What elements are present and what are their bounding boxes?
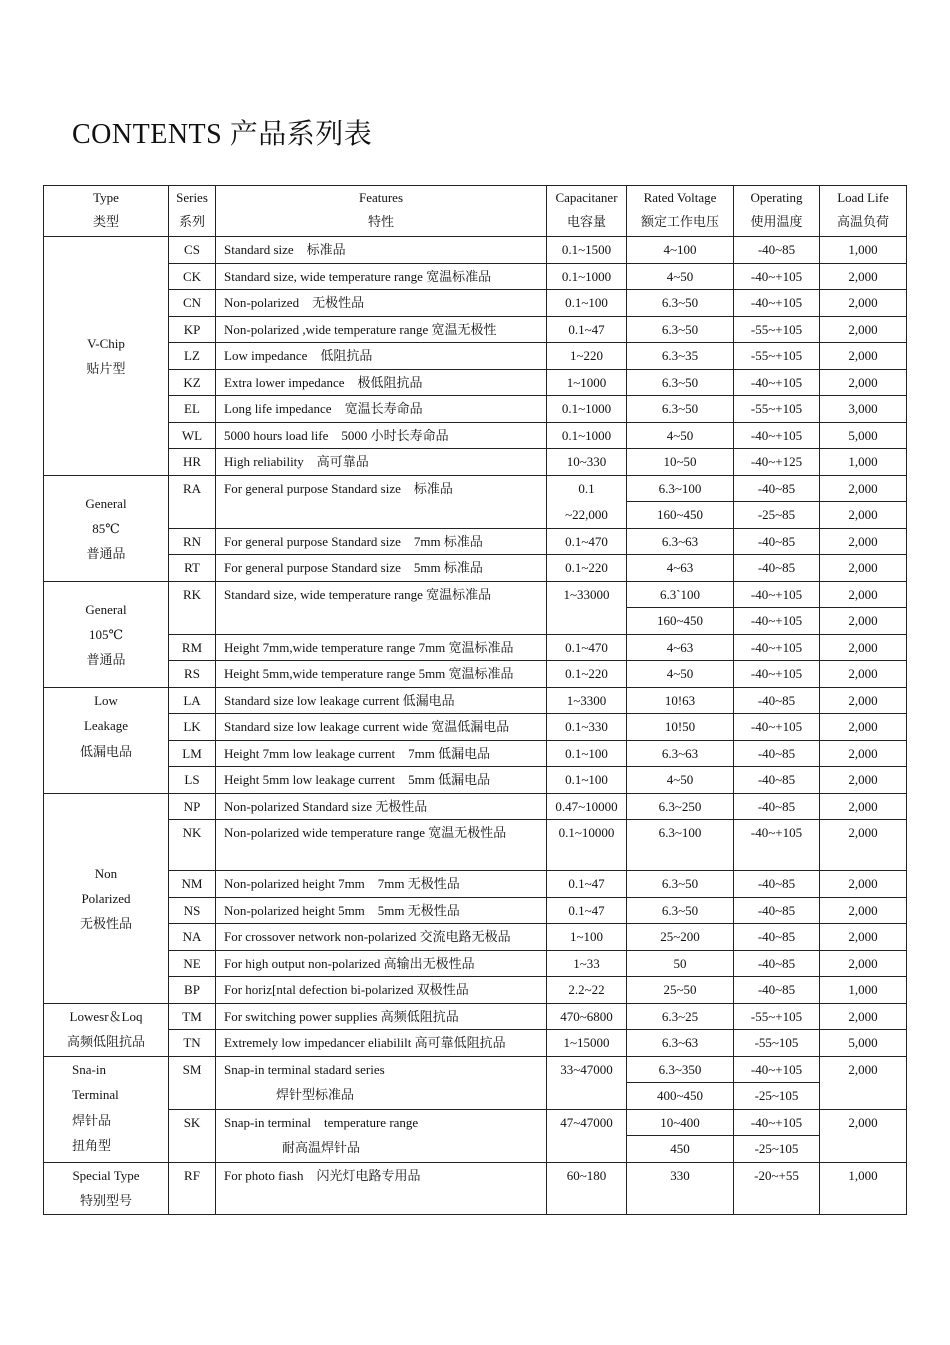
table-row xyxy=(44,977,907,1004)
temperature-value: -40~85 xyxy=(734,687,820,714)
temperature-value: -40~+105 xyxy=(734,581,820,608)
load-life-value: 2,000 xyxy=(820,687,907,714)
load-life-value: 2,000 xyxy=(820,871,907,898)
capacitance-value: 0.47~10000 xyxy=(547,793,627,820)
page-title: CONTENTS 产品系列表 xyxy=(72,119,373,150)
capacitance-value: 1~100 xyxy=(547,924,627,951)
capacitance-value: 0.1~220 xyxy=(547,661,627,688)
feature-text: Extremely low impedancer eliabililt 高可靠低阻抗品 xyxy=(216,1030,547,1057)
product-series-table xyxy=(43,185,907,1215)
temperature-value: -40~85 xyxy=(734,475,820,502)
table-row xyxy=(44,714,907,741)
feature-text: For photo fiash 闪光灯电路专用品 xyxy=(216,1162,547,1214)
series-code: RM xyxy=(169,634,216,661)
series-code: CN xyxy=(169,290,216,317)
temperature-value: -40~85 xyxy=(734,528,820,555)
temperature-value: -25~105 xyxy=(734,1083,820,1110)
capacitance-value: 0.1~470 xyxy=(547,528,627,555)
load-life-value: 1,000 xyxy=(820,977,907,1004)
temperature-value: -25~105 xyxy=(734,1136,820,1163)
voltage-value: 450 xyxy=(627,1136,734,1163)
load-life-value: 2,000 xyxy=(820,820,907,871)
capacitance-value: 2.2~22 xyxy=(547,977,627,1004)
load-life-value: 2,000 xyxy=(820,528,907,555)
feature-text: Non-polarized wide temperature range 宽温无极性品 xyxy=(216,820,547,871)
temperature-value: -40~85 xyxy=(734,740,820,767)
capacitance-value: 0.1~100 xyxy=(547,740,627,767)
table-row xyxy=(44,528,907,555)
feature-text: For general purpose Standard size 标准品 xyxy=(216,475,547,528)
load-life-value: 2,000 xyxy=(820,897,907,924)
table-row xyxy=(44,343,907,370)
load-life-value: 2,000 xyxy=(820,1003,907,1030)
voltage-value: 6.3~50 xyxy=(627,369,734,396)
feature-text: For general purpose Standard size 7mm 标准品 xyxy=(216,528,547,555)
header-features: Features 特性 xyxy=(216,186,547,237)
series-code: CK xyxy=(169,263,216,290)
voltage-value: 6.3~50 xyxy=(627,871,734,898)
group-snap-in: Sna-in Terminal 焊针品 扭角型 xyxy=(44,1056,169,1162)
load-life-value: 2,000 xyxy=(820,714,907,741)
series-code: LS xyxy=(169,767,216,794)
voltage-value: 6.3~25 xyxy=(627,1003,734,1030)
temperature-value: -55~105 xyxy=(734,1030,820,1057)
voltage-value: 25~50 xyxy=(627,977,734,1004)
table-row xyxy=(44,237,907,264)
capacitance-value: 0.1~330 xyxy=(547,714,627,741)
series-code: CS xyxy=(169,237,216,264)
load-life-value: 5,000 xyxy=(820,1030,907,1057)
table-row xyxy=(44,263,907,290)
capacitance-value: 0.1 xyxy=(547,475,627,502)
temperature-value: -40~+105 xyxy=(734,369,820,396)
feature-text: Standard size, wide temperature range 宽温标准品 xyxy=(216,581,547,634)
voltage-value: 6.3`100 xyxy=(627,581,734,608)
capacitance-value: 0.1~100 xyxy=(547,767,627,794)
series-code: NA xyxy=(169,924,216,951)
voltage-value: 6.3~250 xyxy=(627,793,734,820)
group-low-esr: Lowesr＆Loq 高频低阻抗品 xyxy=(44,1003,169,1056)
capacitance-value: 1~220 xyxy=(547,343,627,370)
temperature-value: -40~+105 xyxy=(734,634,820,661)
load-life-value: 2,000 xyxy=(820,290,907,317)
capacitance-value: 1~1000 xyxy=(547,369,627,396)
capacitance-value: 0.1~47 xyxy=(547,871,627,898)
feature-text: Non-polarized height 5mm 5mm 无极性品 xyxy=(216,897,547,924)
temperature-value: -55~+105 xyxy=(734,396,820,423)
series-code: LZ xyxy=(169,343,216,370)
load-life-value: 2,000 xyxy=(820,581,907,608)
capacitance-value: 0.1~1500 xyxy=(547,237,627,264)
voltage-value: 10!50 xyxy=(627,714,734,741)
feature-text: Non-polarized Standard size 无极性品 xyxy=(216,793,547,820)
feature-text: Height 5mm,wide temperature range 5mm 宽温标准品 xyxy=(216,661,547,688)
series-code: NS xyxy=(169,897,216,924)
table-row xyxy=(44,924,907,951)
capacitance-value: 0.1~220 xyxy=(547,555,627,582)
series-code: TM xyxy=(169,1003,216,1030)
table-row xyxy=(44,871,907,898)
table-row xyxy=(44,950,907,977)
voltage-value: 50 xyxy=(627,950,734,977)
temperature-value: -40~85 xyxy=(734,793,820,820)
voltage-value: 6.3~63 xyxy=(627,528,734,555)
group-special-type: Special Type 特别型号 xyxy=(44,1162,169,1214)
table-row xyxy=(44,422,907,449)
feature-text: Snap-in terminal temperature range 耐高温焊针品 xyxy=(216,1109,547,1162)
load-life-value: 2,000 xyxy=(820,555,907,582)
load-life-value: 2,000 xyxy=(820,767,907,794)
load-life-value: 2,000 xyxy=(820,1109,907,1162)
table-row xyxy=(44,1162,907,1214)
feature-text: For horiz[ntal defection bi-polarized 双极性品 xyxy=(216,977,547,1004)
table-row xyxy=(44,793,907,820)
voltage-value: 4~63 xyxy=(627,555,734,582)
group-general-105: General 105℃ 普通品 xyxy=(44,581,169,687)
voltage-value: 6.3~350 xyxy=(627,1056,734,1083)
series-code: LA xyxy=(169,687,216,714)
feature-text: Height 5mm low leakage current 5mm 低漏电品 xyxy=(216,767,547,794)
header-series: Series 系列 xyxy=(169,186,216,237)
temperature-value: -40~85 xyxy=(734,555,820,582)
temperature-value: -40~+105 xyxy=(734,1056,820,1083)
temperature-value: -40~+105 xyxy=(734,661,820,688)
temperature-value: -40~85 xyxy=(734,977,820,1004)
temperature-value: -40~85 xyxy=(734,237,820,264)
series-code: RA xyxy=(169,475,216,528)
voltage-value: 6.3~50 xyxy=(627,897,734,924)
capacitance-value: 1~33 xyxy=(547,950,627,977)
temperature-value: -40~85 xyxy=(734,950,820,977)
table-row xyxy=(44,767,907,794)
load-life-value: 2,000 xyxy=(820,502,907,529)
temperature-value: -40~85 xyxy=(734,767,820,794)
feature-text: Non-polarized 无极性品 xyxy=(216,290,547,317)
temperature-value: -25~85 xyxy=(734,502,820,529)
temperature-value: -40~+105 xyxy=(734,290,820,317)
group-low-leakage: Low Leakage 低漏电品 xyxy=(44,687,169,793)
series-code: RN xyxy=(169,528,216,555)
table-row xyxy=(44,290,907,317)
voltage-value: 6.3~100 xyxy=(627,475,734,502)
feature-text: Snap-in terminal stadard series 焊针型标准品 xyxy=(216,1056,547,1109)
group-general-85: General 85℃ 普通品 xyxy=(44,475,169,581)
temperature-value: -55~+105 xyxy=(734,343,820,370)
table-row xyxy=(44,687,907,714)
feature-text: For switching power supplies 高频低阻抗品 xyxy=(216,1003,547,1030)
series-code: BP xyxy=(169,977,216,1004)
feature-text: Extra lower impedance 极低阻抗品 xyxy=(216,369,547,396)
table-row xyxy=(44,820,907,871)
voltage-value: 10~400 xyxy=(627,1109,734,1136)
header-operating-temp: Operating 使用温度 xyxy=(734,186,820,237)
capacitance-value: 0.1~470 xyxy=(547,634,627,661)
feature-text: For general purpose Standard size 5mm 标准品 xyxy=(216,555,547,582)
table-row xyxy=(44,897,907,924)
load-life-value: 2,000 xyxy=(820,740,907,767)
feature-text: Standard size low leakage current wide 宽温低漏电品 xyxy=(216,714,547,741)
capacitance-value: 60~180 xyxy=(547,1162,627,1214)
table-row xyxy=(44,1003,907,1030)
voltage-value: 10!63 xyxy=(627,687,734,714)
capacitance-value: 33~47000 xyxy=(547,1056,627,1109)
capacitance-value: ~22,000 xyxy=(547,502,627,529)
load-life-value: 1,000 xyxy=(820,449,907,476)
load-life-value: 1,000 xyxy=(820,1162,907,1214)
series-code: LK xyxy=(169,714,216,741)
series-code: NE xyxy=(169,950,216,977)
voltage-value: 25~200 xyxy=(627,924,734,951)
voltage-value: 4~50 xyxy=(627,422,734,449)
series-code: HR xyxy=(169,449,216,476)
temperature-value: -55~+105 xyxy=(734,316,820,343)
series-code: NP xyxy=(169,793,216,820)
feature-text: For high output non-polarized 高输出无极性品 xyxy=(216,950,547,977)
table-row xyxy=(44,369,907,396)
temperature-value: -40~85 xyxy=(734,871,820,898)
load-life-value: 2,000 xyxy=(820,1056,907,1109)
feature-text: Standard size 标准品 xyxy=(216,237,547,264)
capacitance-value: 0.1~1000 xyxy=(547,263,627,290)
temperature-value: -40~85 xyxy=(734,897,820,924)
load-life-value: 2,000 xyxy=(820,793,907,820)
group-vchip: V-Chip 贴片型 xyxy=(44,237,169,476)
table-row xyxy=(44,475,907,502)
feature-text: Height 7mm low leakage current 7mm 低漏电品 xyxy=(216,740,547,767)
feature-text: For crossover network non-polarized 交流电路无极品 xyxy=(216,924,547,951)
series-code: RS xyxy=(169,661,216,688)
series-code: RF xyxy=(169,1162,216,1214)
capacitance-value: 0.1~10000 xyxy=(547,820,627,871)
load-life-value: 2,000 xyxy=(820,263,907,290)
header-type: Type 类型 xyxy=(44,186,169,237)
voltage-value: 6.3~50 xyxy=(627,316,734,343)
header-rated-voltage: Rated Voltage 额定工作电压 xyxy=(627,186,734,237)
series-code: RK xyxy=(169,581,216,634)
series-code: KZ xyxy=(169,369,216,396)
table-row xyxy=(44,1030,907,1057)
capacitance-value: 1~15000 xyxy=(547,1030,627,1057)
temperature-value: -20~+55 xyxy=(734,1162,820,1214)
temperature-value: -40~+105 xyxy=(734,263,820,290)
voltage-value: 4~50 xyxy=(627,767,734,794)
capacitance-value: 10~330 xyxy=(547,449,627,476)
voltage-value: 160~450 xyxy=(627,502,734,529)
load-life-value: 2,000 xyxy=(820,316,907,343)
load-life-value: 2,000 xyxy=(820,661,907,688)
feature-text: Standard size low leakage current 低漏电品 xyxy=(216,687,547,714)
voltage-value: 6.3~100 xyxy=(627,820,734,871)
capacitance-value: 0.1~1000 xyxy=(547,396,627,423)
temperature-value: -40~85 xyxy=(734,924,820,951)
series-code: LM xyxy=(169,740,216,767)
series-code: KP xyxy=(169,316,216,343)
series-code: SM xyxy=(169,1056,216,1109)
temperature-value: -40~+105 xyxy=(734,608,820,635)
voltage-value: 10~50 xyxy=(627,449,734,476)
group-non-polarized: Non Polarized 无极性品 xyxy=(44,793,169,1003)
voltage-value: 160~450 xyxy=(627,608,734,635)
voltage-value: 4~50 xyxy=(627,661,734,688)
voltage-value: 330 xyxy=(627,1162,734,1214)
capacitance-value: 0.1~47 xyxy=(547,316,627,343)
table-row xyxy=(44,1109,907,1136)
capacitance-value: 470~6800 xyxy=(547,1003,627,1030)
load-life-value: 2,000 xyxy=(820,634,907,661)
feature-text: Long life impedance 宽温长寿命品 xyxy=(216,396,547,423)
series-code: NK xyxy=(169,820,216,871)
voltage-value: 4~100 xyxy=(627,237,734,264)
voltage-value: 6.3~50 xyxy=(627,290,734,317)
load-life-value: 3,000 xyxy=(820,396,907,423)
load-life-value: 2,000 xyxy=(820,924,907,951)
series-code: SK xyxy=(169,1109,216,1162)
table-row xyxy=(44,661,907,688)
load-life-value: 2,000 xyxy=(820,608,907,635)
series-code: WL xyxy=(169,422,216,449)
table-row xyxy=(44,555,907,582)
voltage-value: 4~50 xyxy=(627,263,734,290)
temperature-value: -55~+105 xyxy=(734,1003,820,1030)
table-row xyxy=(44,740,907,767)
feature-text: High reliability 高可靠品 xyxy=(216,449,547,476)
voltage-value: 6.3~63 xyxy=(627,740,734,767)
voltage-value: 400~450 xyxy=(627,1083,734,1110)
feature-text: 5000 hours load life 5000 小时长寿命品 xyxy=(216,422,547,449)
voltage-value: 4~63 xyxy=(627,634,734,661)
load-life-value: 2,000 xyxy=(820,343,907,370)
table-header-row xyxy=(44,186,907,237)
header-capacitance: Capacitaner 电容量 xyxy=(547,186,627,237)
series-code: TN xyxy=(169,1030,216,1057)
temperature-value: -40~+105 xyxy=(734,714,820,741)
load-life-value: 5,000 xyxy=(820,422,907,449)
series-code: EL xyxy=(169,396,216,423)
capacitance-value: 0.1~47 xyxy=(547,897,627,924)
feature-text: Height 7mm,wide temperature range 7mm 宽温标准品 xyxy=(216,634,547,661)
capacitance-value: 1~33000 xyxy=(547,581,627,634)
load-life-value: 2,000 xyxy=(820,950,907,977)
temperature-value: -40~+125 xyxy=(734,449,820,476)
load-life-value: 2,000 xyxy=(820,475,907,502)
table-row xyxy=(44,316,907,343)
feature-text: Standard size, wide temperature range 宽温标准品 xyxy=(216,263,547,290)
table-row xyxy=(44,396,907,423)
feature-text: Non-polarized height 7mm 7mm 无极性品 xyxy=(216,871,547,898)
header-load-life: Load Life 高温负荷 xyxy=(820,186,907,237)
load-life-value: 1,000 xyxy=(820,237,907,264)
voltage-value: 6.3~50 xyxy=(627,396,734,423)
temperature-value: -40~+105 xyxy=(734,1109,820,1136)
capacitance-value: 47~47000 xyxy=(547,1109,627,1162)
voltage-value: 6.3~63 xyxy=(627,1030,734,1057)
table-row xyxy=(44,634,907,661)
temperature-value: -40~+105 xyxy=(734,820,820,871)
table-row xyxy=(44,449,907,476)
series-code: NM xyxy=(169,871,216,898)
table-row xyxy=(44,581,907,608)
table-row xyxy=(44,1056,907,1083)
temperature-value: -40~+105 xyxy=(734,422,820,449)
feature-text: Non-polarized ,wide temperature range 宽温无极性 xyxy=(216,316,547,343)
capacitance-value: 0.1~1000 xyxy=(547,422,627,449)
voltage-value: 6.3~35 xyxy=(627,343,734,370)
capacitance-value: 1~3300 xyxy=(547,687,627,714)
capacitance-value: 0.1~100 xyxy=(547,290,627,317)
series-code: RT xyxy=(169,555,216,582)
load-life-value: 2,000 xyxy=(820,369,907,396)
feature-text: Low impedance 低阻抗品 xyxy=(216,343,547,370)
